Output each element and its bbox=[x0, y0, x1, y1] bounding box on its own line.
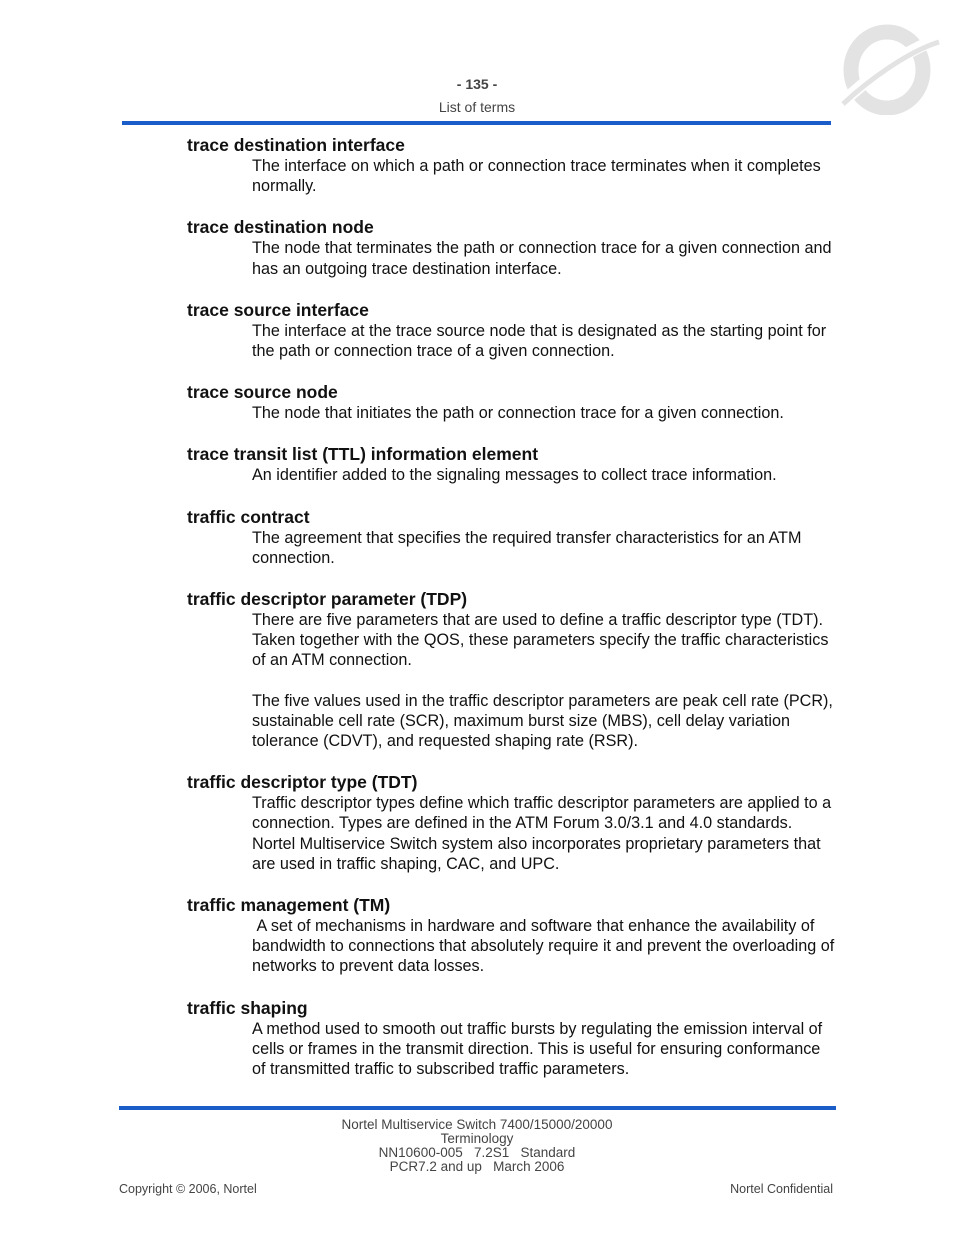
term-heading: traffic descriptor parameter (TDP) bbox=[187, 589, 468, 610]
term-definition: There are five parameters that are used to define a traffic descriptor type (TDT). Taken together with the QOS, these parameters specify the traffic characteristics of an ATM connection. bbox=[252, 611, 829, 670]
term-definition: The node that initiates the path or connection trace for a given connection. bbox=[252, 404, 784, 423]
glossary-entry bbox=[187, 506, 837, 568]
running-header: List of terms bbox=[438, 99, 516, 115]
term-definition: The interface at the trace source node that is designated as the starting point for the path or connection trace of a given connection. bbox=[252, 321, 827, 361]
footer-doc-title: Terminology bbox=[440, 1131, 514, 1146]
term-definition: An identifier added to the signaling messages to collect trace information. bbox=[252, 466, 777, 485]
term-heading: trace source node bbox=[187, 382, 338, 403]
term-definition: A set of mechanisms in hardware and software that enhance the availability of bandwidth to connections that absolutely require it and prevent the overloading of networks to prevent data losses. bbox=[252, 917, 839, 976]
glossary-entry bbox=[187, 134, 837, 196]
term-heading: traffic contract bbox=[187, 506, 310, 527]
page-number: - 135 - bbox=[456, 76, 498, 92]
term-definition: Traffic descriptor types define which traffic descriptor parameters are applied to a connection. Types are defined in the ATM Forum 3.0/3.1 and 4.0 standards. Nortel Multiservice Switch system also incorporates proprietary parameters that are used in traffic shaping, CAC, and UPC. bbox=[252, 794, 832, 873]
term-heading: traffic management (TM) bbox=[187, 895, 391, 916]
glossary-entry bbox=[187, 299, 837, 361]
term-heading: trace transit list (TTL) information element bbox=[187, 444, 539, 465]
glossary-entry bbox=[187, 588, 837, 751]
term-heading: trace destination node bbox=[187, 217, 374, 238]
term-definition: The five values used in the traffic descriptor parameters are peak cell rate (PCR), sustainable cell rate (SCR), maximum burst size (MBS), cell delay variation tolerance (CDVT), and requested shaping rate (RSR). bbox=[252, 691, 833, 751]
glossary-entry bbox=[187, 997, 837, 1080]
footer-doc-info bbox=[0, 1118, 954, 1174]
term-heading: traffic descriptor type (TDT) bbox=[187, 772, 418, 793]
term-definition: The node that terminates the path or connection trace for a given connection and has an outgoing trace destination interface. bbox=[252, 239, 832, 278]
footer-product: Nortel Multiservice Switch 7400/15000/20000 bbox=[341, 1117, 613, 1132]
glossary-entry bbox=[187, 894, 837, 977]
footer-confidential: Nortel Confidential bbox=[730, 1182, 833, 1196]
term-definition: The agreement that specifies the required transfer characteristics for an ATM connection. bbox=[252, 528, 802, 567]
glossary-entry bbox=[187, 216, 837, 278]
term-definition: The interface on which a path or connection trace terminates when it completes normally. bbox=[252, 157, 821, 196]
footer-copyright: Copyright © 2006, Nortel bbox=[119, 1182, 257, 1196]
term-heading: traffic shaping bbox=[187, 997, 308, 1018]
footer-release: PCR7.2 and up March 2006 bbox=[389, 1159, 565, 1174]
footer-doc-id: NN10600-005 7.2S1 Standard bbox=[378, 1145, 576, 1160]
header-rule bbox=[122, 121, 831, 125]
term-definition: A method used to smooth out traffic bursts by regulating the emission interval of cells or frames in the transmit direction. This is useful for ensuring conformance of transmitted traffic to subscribed traffic parameters. bbox=[252, 1019, 823, 1079]
footer-rule bbox=[119, 1106, 836, 1110]
term-heading: trace source interface bbox=[187, 299, 369, 320]
glossary-entry bbox=[187, 771, 837, 874]
glossary bbox=[187, 134, 837, 1099]
glossary-entry bbox=[187, 381, 837, 423]
glossary-entry bbox=[187, 443, 837, 485]
term-heading: trace destination interface bbox=[187, 135, 405, 155]
